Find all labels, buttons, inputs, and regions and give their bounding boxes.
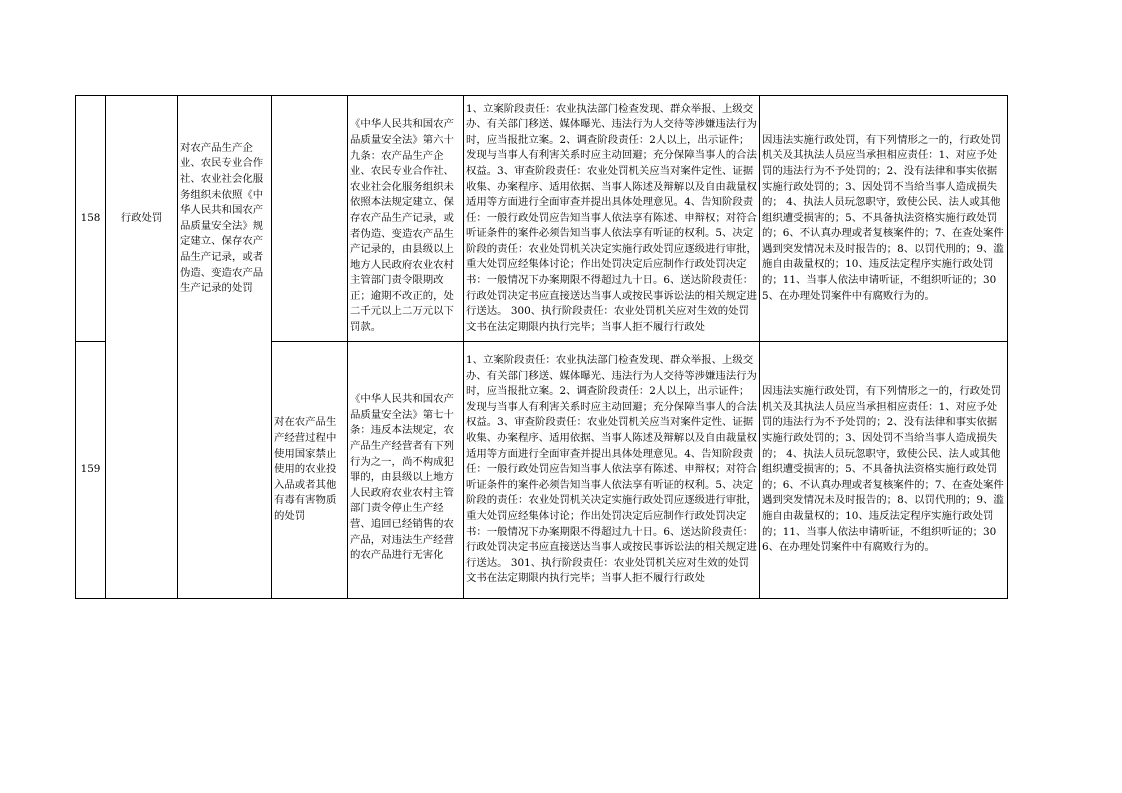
legal-basis-cell: [348, 96, 464, 342]
sub-item-cell: [272, 96, 348, 342]
duty-list-table: [75, 95, 1008, 599]
row-number: 159: [80, 463, 101, 476]
legal-basis-cell: [348, 342, 464, 599]
item-cell: [178, 342, 272, 599]
responsibility-cell: [464, 342, 760, 599]
responsibility-cell: [464, 96, 760, 342]
item-name: 对农产品生产企业、农民专业合作社、农业社会化服务组织未依照《中华人民共和国农产品质量安全法》规定建立、保存农产品生产记录，或者伪造、变造农产品生产记录的处罚: [180, 141, 264, 295]
row-number-cell: [76, 342, 106, 599]
category-cell: [106, 96, 178, 342]
accountability-cell: [760, 342, 1008, 599]
table-row: [76, 96, 1008, 342]
legal-basis-text: 《中华人民共和国农产品质量安全法》第七十条：违反本法规定，农产品生产经营者有下列行为之一，尚不构成犯罪的，由县级以上地方人民政府农业农村主管部门责令停止生产经营、追回已经销售的农产品，对违法生产经营的农产品进行无害化: [350, 393, 454, 562]
legal-basis-text: 《中华人民共和国农产品质量安全法》第六十九条：农产品生产企业、农民专业合作社、农业社会化服务组织未依照本法规定建立、保存农产品生产记录，或者伪造、变造农产品生产记录的，由县级以上地方人民政府农业农村主管部门责令限期改正；逾期不改正的，处二千元以上二万元以下罚款。: [350, 118, 454, 334]
row-number: 158: [80, 211, 101, 224]
table-row: [76, 342, 1008, 599]
sub-item-cell: [272, 342, 348, 599]
category-label: 行政处罚: [120, 211, 163, 224]
responsibility-text: 1、立案阶段责任：农业执法部门检查发现、群众举报、上级交办、有关部门移送、媒体曝光、违法行为人交待等涉嫌违法行为时，应当报批立案。2、调查阶段责任：2人以上，出示证件；发现与当事人有利害关系时应主动回避；充分保障当事人的合法权益。3、审查阶段责任：农业处罚机关应当对案件定性、证据收集、办案程序、适用依据、当事人陈述及辩解以及自由裁量权适用等方面进行全面审查并提出具体处理意见。4、告知阶段责任：一般行政处罚应告知当事人依法享有陈述、申辩权；对符合听证条件的案件必须告知当事人依法享有听证的权利。5、决定阶段的责任：农业处罚机关决定实施行政处罚应逐级进行审批，重大处罚应经集体讨论；作出处罚决定后应制作行政处罚决定书：一般情况下办案期限不得超过九十日。6、送达阶段责任：行政处罚决定书应直接送达当事人或按民事诉讼法的相关规定进行送达。 301、执行阶段责任：农业处罚机关应对生效的处罚文书在法定期限内执行完毕；当事人拒不履行行政处: [466, 354, 757, 585]
accountability-text: 因违法实施行政处罚，有下列情形之一的，行政处罚机关及其执法人员应当承担相应责任：1、对应予处罚的违法行为不予处罚的；2、没有法律和事实依据实施行政处罚的；3、因处罚不当给当事人造成损失的； 4、执法人员玩忽职守，致使公民、法人或其他组织遭受损害的；5、不具备执法资格实施行政处罚的；6、不认真办理或者复核案件的；7、在查处案件遇到突发情况未及时报告的；8、以罚代刑的；9、滥施自由裁量权的；10、违反法定程序实施行政处罚的；11、当事人依法申请听证，不组织听证的；306、在办理处罚案件中有腐败行为的。: [762, 385, 1004, 554]
accountability-cell: [760, 96, 1008, 342]
responsibility-text: 1、立案阶段责任：农业执法部门检查发现、群众举报、上级交办、有关部门移送、媒体曝光、违法行为人交待等涉嫌违法行为时，应当报批立案。2、调查阶段责任：2人以上，出示证件；发现与当事人有利害关系时应主动回避；充分保障当事人的合法权益。3、审查阶段责任：农业处罚机关应当对案件定性、证据收集、办案程序、适用依据、当事人陈述及辩解以及自由裁量权适用等方面进行全面审查并提出具体处理意见。4、告知阶段责任：一般行政处罚应告知当事人依法享有陈述、申辩权；对符合听证条件的案件必须告知当事人依法享有听证的权利。5、决定阶段的责任：农业处罚机关决定实施行政处罚应逐级进行审批，重大处罚应经集体讨论；作出处罚决定后应制作行政处罚决定书：一般情况下办案期限不得超过九十日。6、送达阶段责任：行政处罚决定书应直接送达当事人或按民事诉讼法的相关规定进行送达。 300、执行阶段责任：农业处罚机关应对生效的处罚文书在法定期限内执行完毕；当事人拒不履行行政处: [466, 102, 757, 333]
item-cell: [178, 96, 272, 342]
sub-item-name: 对在农产品生产经营过程中使用国家禁止使用的农业投入品或者其他有毒有害物质的处罚: [274, 416, 337, 522]
category-cell: [106, 342, 178, 599]
accountability-text: 因违法实施行政处罚，有下列情形之一的，行政处罚机关及其执法人员应当承担相应责任：1、对应予处罚的违法行为不予处罚的；2、没有法律和事实依据实施行政处罚的；3、因处罚不当给当事人造成损失的； 4、执法人员玩忽职守，致使公民、法人或其他组织遭受损害的；5、不具备执法资格实施行政处罚的；6、不认真办理或者复核案件的；7、在查处案件遇到突发情况未及时报告的；8、以罚代刑的；9、滥施自由裁量权的；10、违反法定程序实施行政处罚的；11、当事人依法申请听证，不组织听证的；305、在办理处罚案件中有腐败行为的。: [762, 133, 1004, 302]
row-number-cell: [76, 96, 106, 342]
